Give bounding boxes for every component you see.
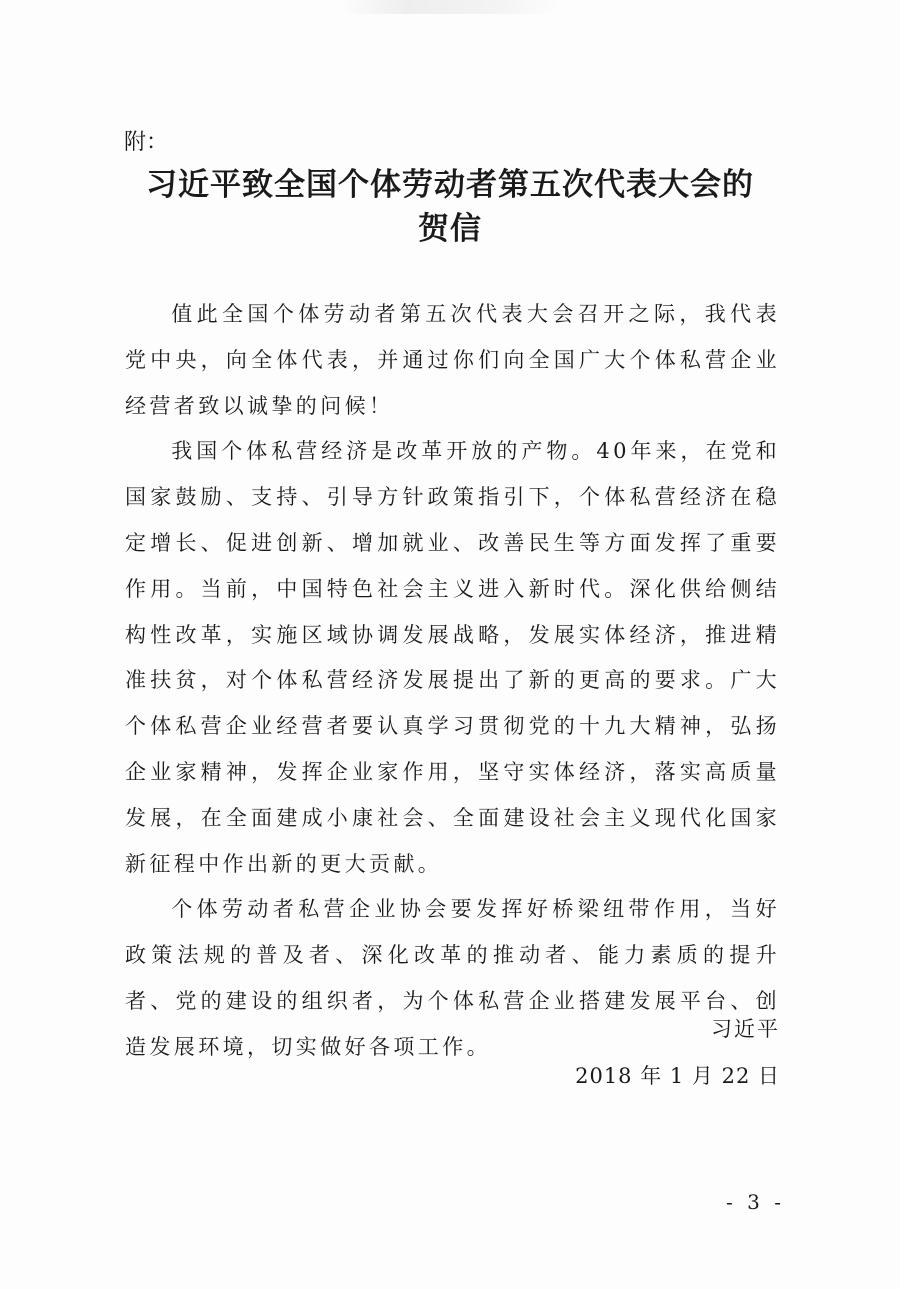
letter-paragraph: 个体劳动者私营企业协会要发挥好桥梁纽带作用，当好政策法规的普及者、深化改革的推动者、能力素质的提升者、党的建设的组织者，为个体私营企业搭建发展平台、创造发展环境，切实做好各项工作。	[125, 897, 780, 1059]
letter-title-line-1: 习近平致全国个体劳动者第五次代表大会的	[146, 167, 754, 203]
letter-date: 2018 年 1 月 22 日	[575, 1064, 780, 1088]
letter-paragraph: 我国个体私营经济是改革开放的产物。40年来，在党和国家鼓励、支持、引导方针政策指引下，个体私营经济在稳定增长、促进创新、增加就业、改善民生等方面发挥了重要作用。当前，中国特色社会主义进入新时代。深化供给侧结构性改革，实施区域协调发展战略，发展实体经济，推进精准扶贫，对个体私营经济发展提出了新的更高的要求。广大个体私营企业经营者要认真学习贯彻党的十九大精神，弘扬企业家精神，发挥企业家作用，坚守实体经济，落实高质量发展，在全面建成小康社会、全面建设社会主义现代化国家新征程中作出新的更大贡献。	[125, 439, 780, 876]
letter-title-line-2: 贺信	[418, 211, 482, 247]
signature: 习近平	[711, 1017, 780, 1041]
page-number: - 3 -	[726, 1190, 785, 1214]
letter-body	[125, 292, 780, 1071]
attachment-label: 附：	[124, 130, 169, 155]
letter-paragraph: 值此全国个体劳动者第五次代表大会召开之际，我代表党中央，向全体代表，并通过你们向全国广大个体私营企业经营者致以诚挚的问候！	[125, 302, 780, 418]
scan-artifact	[340, 0, 560, 14]
